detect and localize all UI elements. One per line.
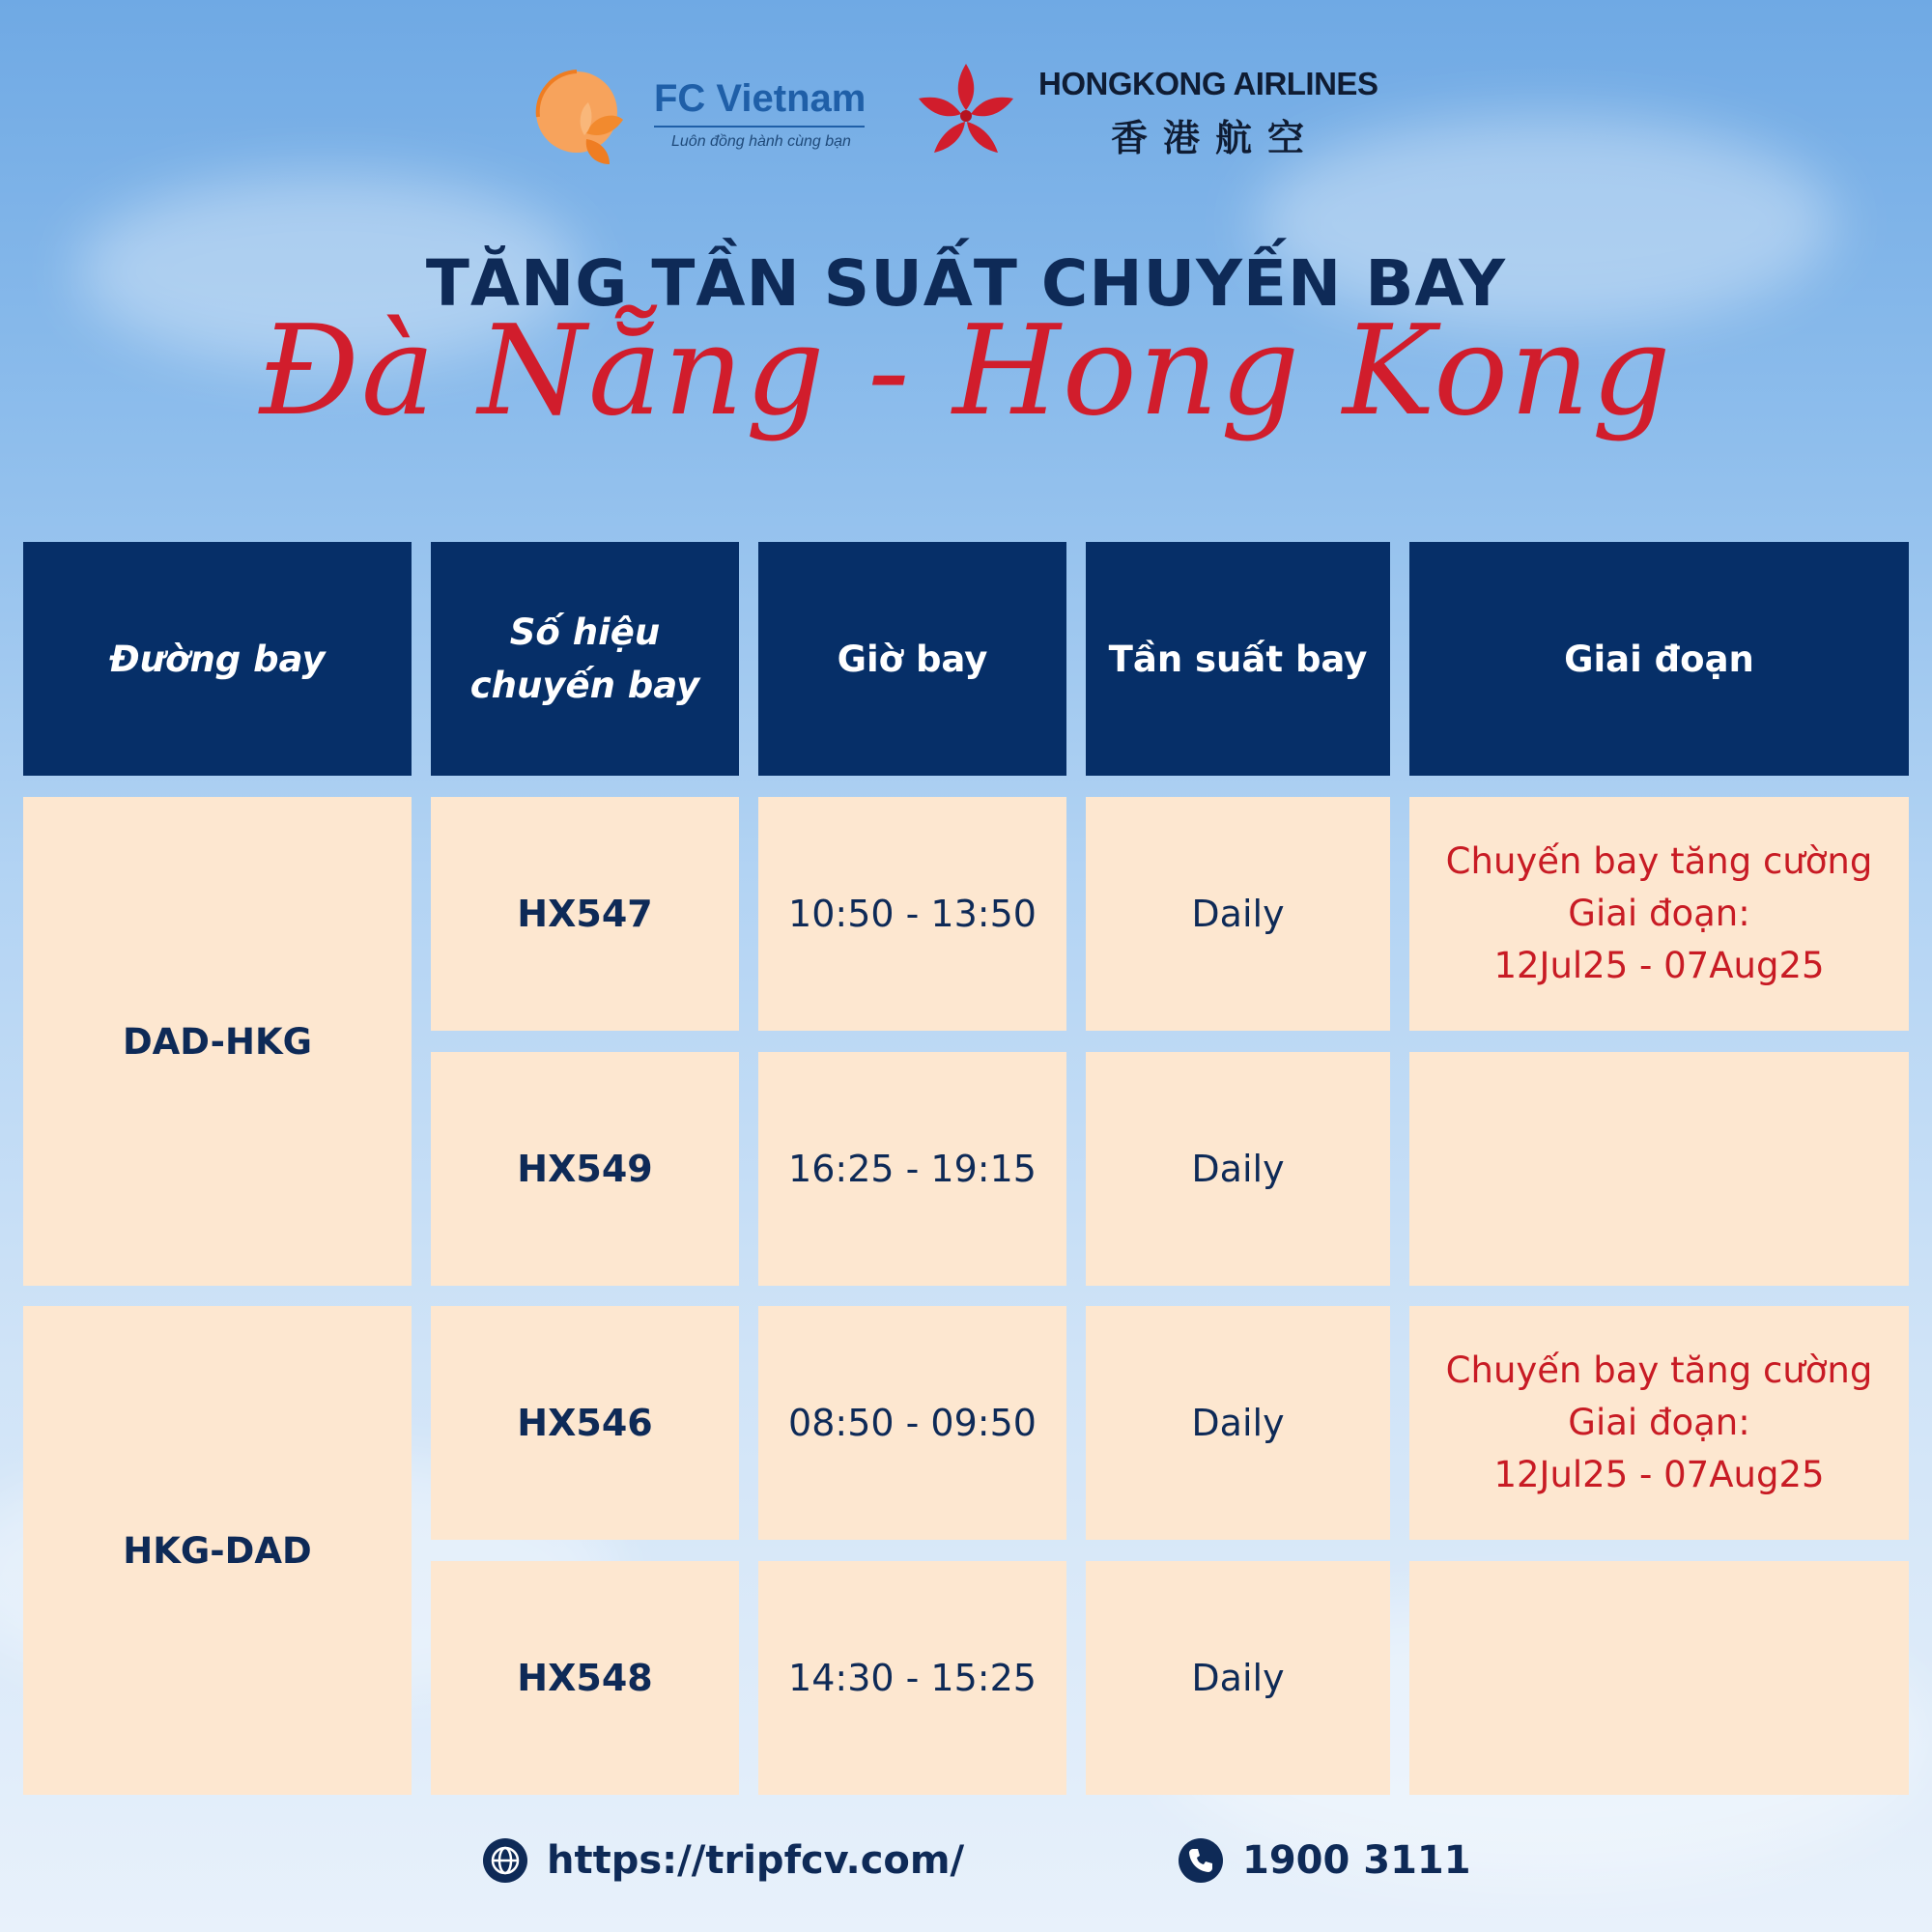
fc-vietnam-logo	[526, 60, 874, 171]
hongkong-airlines-logo	[913, 60, 1406, 171]
flight-number-cell: HX549	[431, 1052, 739, 1286]
website-url[interactable]: https://tripfcv.com/	[547, 1838, 965, 1883]
header-period-label: Giai đoạn	[1564, 638, 1754, 680]
phone-link[interactable]	[1177, 1833, 1471, 1888]
period-cell	[1409, 797, 1909, 1031]
website-link[interactable]	[481, 1833, 964, 1888]
period-label: Giai đoạn:	[1568, 893, 1750, 934]
period-cell-empty	[1409, 1561, 1909, 1795]
globe-icon	[481, 1836, 529, 1885]
route-cell-hkg-dad: HKG-DAD	[23, 1306, 412, 1795]
period-note: Chuyến bay tăng cường	[1445, 840, 1873, 882]
flight-time-cell: 16:25 - 19:15	[758, 1052, 1066, 1286]
frequency-cell: Daily	[1086, 1561, 1390, 1795]
fc-vietnam-logo-icon	[526, 64, 633, 170]
headline: TĂNG TẦN SUẤT CHUYẾN BAY	[425, 246, 1507, 321]
fc-vietnam-tagline: Luôn đồng hành cùng bạn	[671, 133, 851, 150]
phone-number[interactable]: 1900 3111	[1242, 1838, 1471, 1883]
flight-number-cell: HX548	[431, 1561, 739, 1795]
period-label: Giai đoạn:	[1568, 1402, 1750, 1443]
header-frequency-label: Tần suất bay	[1108, 638, 1368, 680]
header-time-label: Giờ bay	[837, 638, 988, 680]
flight-number-cell: HX546	[431, 1306, 739, 1540]
header-flight-label-line2: chuyến bay	[469, 665, 700, 706]
route-title: Đà Nẵng - Hong Kong	[259, 299, 1673, 443]
fc-vietnam-name: FC Vietnam	[654, 77, 867, 120]
frequency-cell: Daily	[1086, 1306, 1390, 1540]
frequency-cell: Daily	[1086, 1052, 1390, 1286]
header-time	[758, 542, 1066, 776]
flight-number-cell: HX547	[431, 797, 739, 1031]
header-flight-number	[431, 542, 739, 776]
flight-time-cell: 14:30 - 15:25	[758, 1561, 1066, 1795]
header-route	[23, 542, 412, 776]
period-dates: 12Jul25 - 07Aug25	[1493, 945, 1825, 986]
period-cell-empty	[1409, 1052, 1909, 1286]
airline-name: HONGKONG AIRLINES	[1038, 66, 1378, 101]
flight-time-cell: 10:50 - 13:50	[758, 797, 1066, 1031]
period-cell	[1409, 1306, 1909, 1540]
header-route-label: Đường bay	[109, 638, 326, 680]
header-frequency	[1086, 542, 1390, 776]
period-dates: 12Jul25 - 07Aug25	[1493, 1454, 1825, 1495]
fc-vietnam-divider	[654, 126, 865, 128]
header-period	[1409, 542, 1909, 776]
frequency-cell: Daily	[1086, 797, 1390, 1031]
bauhinia-logo-icon	[913, 60, 1019, 166]
header-flight-label-line1: Số hiệu	[509, 611, 661, 653]
route-cell-dad-hkg: DAD-HKG	[23, 797, 412, 1286]
airline-name-chinese: 香港航空	[1111, 117, 1321, 159]
phone-icon	[1177, 1836, 1225, 1885]
flight-time-cell: 08:50 - 09:50	[758, 1306, 1066, 1540]
period-note: Chuyến bay tăng cường	[1445, 1350, 1873, 1391]
